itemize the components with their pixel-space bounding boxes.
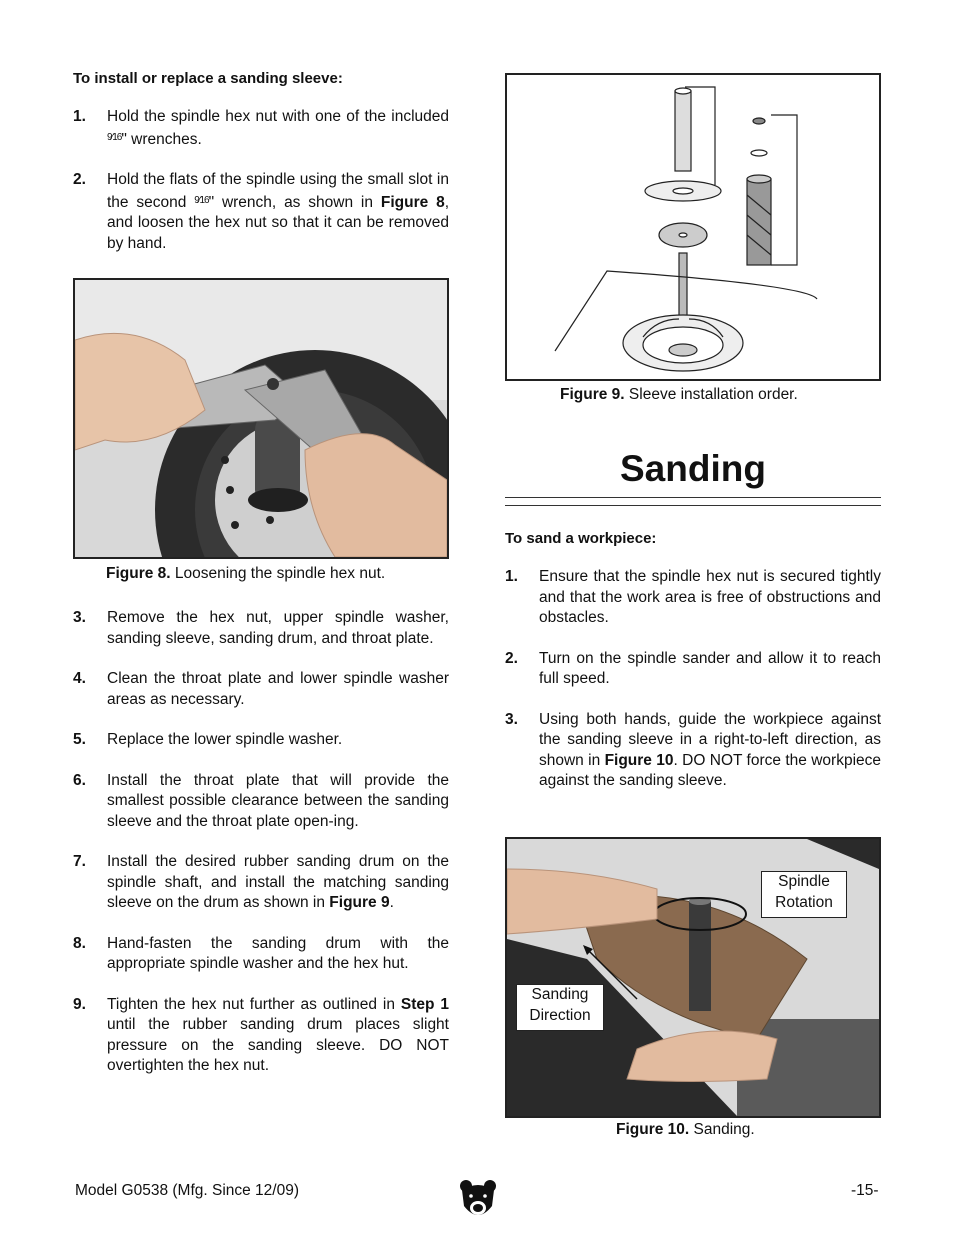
footer-model: Model G0538 (Mfg. Since 12/09) [75,1182,300,1199]
figure-10-caption: Figure 10. Sanding. [616,1121,755,1138]
step-1 [73,107,449,150]
step-text: Hold the spindle hex nut with one of the included $^{9⁄16}$" wrenches. [107,108,449,148]
step-number: 2. [73,171,86,188]
section-title: Sanding [620,448,766,489]
bear-head-icon [458,1178,498,1222]
figure-8-photo [73,278,449,559]
figure-9-diagram [505,73,881,381]
sand-step-3: 3. Using both hands, guide the workpiece against the sanding sleeve in a right-to-left direction, as shown in Figure 10. DO NOT force the workpiece against the sanding sleeve. [505,710,882,789]
step-4: 4. Clean the throat plate and lower spindle washer areas as necessary. [73,670,449,708]
step-6: 6. Install the throat plate that will provide the smallest possible clearance between the sanding sleeve and the throat plate open-ing. [73,771,449,830]
step-7: 7. Install the desired rubber sanding drum on the spindle shaft, and install the matching sanding sleeve on the drum as shown in Figure 9. [73,853,449,911]
sand-step-2: 2. Turn on the spindle sander and allow it to reach full speed. [505,649,881,687]
install-sleeve-heading: To install or replace a sanding sleeve: [73,70,343,87]
step-9: 9. Tighten the hex nut further as outlined in Step 1 until the rubber sanding drum places slight pressure on the sanding sleeve. DO NOT overtighten the hex nut. [73,995,450,1074]
step-2 [73,170,449,254]
step-5: 5. Replace the lower spindle washer. [73,731,343,748]
step-text: Hold the flats of the spindle using the small slot in the second $^{9⁄16}$" wrench, as shown in Figure 8, and loosen the hex nut so that it can be removed by hand. [107,171,450,252]
sand-step-1: 1. Ensure that the spindle hex nut is secured tightly and that the work area is free of obstructions and obstacles. [505,568,881,626]
sleeve-installation-diagram [507,75,879,379]
sanding-direction-callout: Sanding Direction [516,984,604,1031]
right-column-text [505,530,881,812]
step-number: 1. [73,108,86,125]
title-rule-top [505,497,881,498]
figure-8-caption: Figure 8. Loosening the spindle hex nut. [106,565,386,582]
spindle-wrench-illustration [75,280,447,557]
sand-workpiece-heading: To sand a workpiece: [505,530,657,547]
left-column [73,70,449,274]
step-3: 3. Remove the hex nut, upper spindle washer, sanding sleeve, sanding drum, and throat plate. [73,609,449,647]
footer-page-number: -15- [851,1182,879,1199]
step-8: 8. Hand-fasten the sanding drum with the appropriate spindle washer and the hex hut. [73,934,449,972]
spindle-rotation-callout: Spindle Rotation [761,871,847,918]
title-rule-bottom [505,505,881,506]
figure-9-caption: Figure 9. Sleeve installation order. [560,386,798,403]
left-column-steps-lower [73,608,449,1097]
